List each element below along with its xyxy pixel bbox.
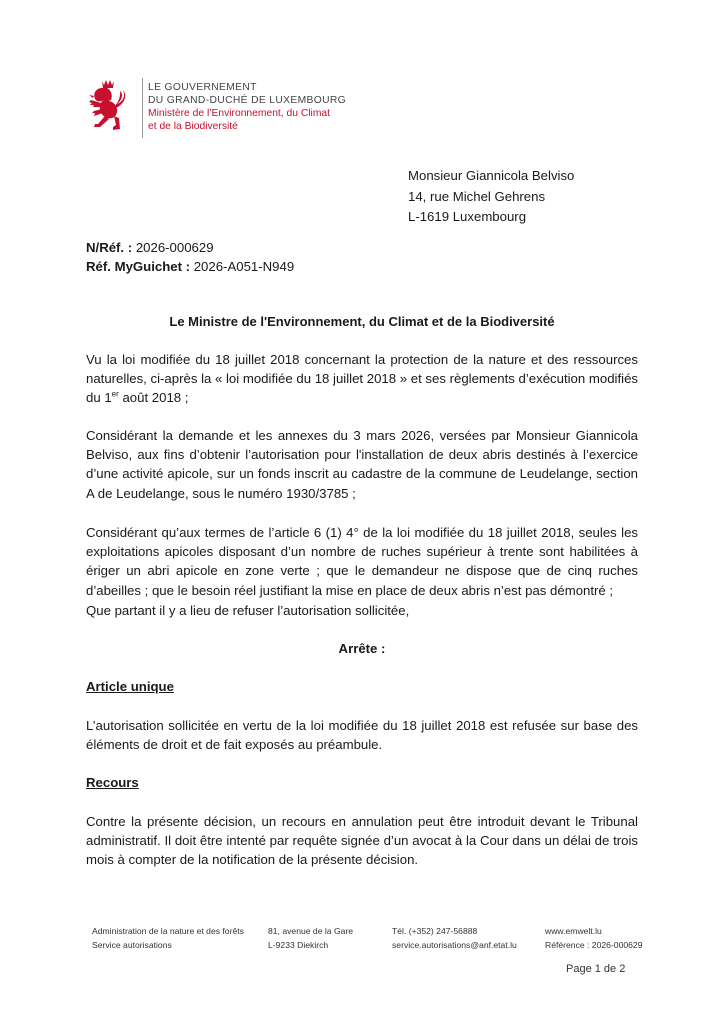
document-title: Le Ministre de l'Environnement, du Climat et de la Biodiversité bbox=[169, 314, 555, 329]
myguichet-reference-label: Réf. MyGuichet : bbox=[86, 259, 191, 274]
paragraph-vu-la-loi bbox=[86, 350, 638, 408]
page-number: Page 1 de 2 bbox=[566, 963, 626, 975]
paragraph-considerant-demande: Considérant la demande et les annexes du 3 mars 2026, versées par Monsieur Giannicola Belviso, aux fins d’obtenir l’autorisation pour l'installation de deux abris destinés à l’exercice d’une activité apicole, sur un fonds inscrit au cadastre de la commune de Leudelange, section A de Leudelange, sous le numéro 1930/3785 ; bbox=[86, 428, 638, 501]
logo-line-gouvernement: LE GOUVERNEMENT bbox=[148, 82, 257, 93]
recipient-name: Monsieur Giannicola Belviso bbox=[408, 168, 575, 183]
footer-web bbox=[545, 925, 642, 952]
footer-website: www.emwelt.lu bbox=[545, 926, 602, 936]
article-unique-heading: Article unique bbox=[86, 679, 174, 694]
footer-administration bbox=[92, 925, 244, 952]
footer-reference: Référence : 2026-000629 bbox=[545, 939, 643, 950]
recipient-address bbox=[408, 166, 574, 228]
footer-email: service.autorisations@anf.etat.lu bbox=[392, 939, 517, 950]
arrete-heading: Arrête : bbox=[338, 641, 386, 656]
footer-street: 81, avenue de la Gare bbox=[268, 926, 354, 936]
paragraph-vu-la-loi-end: août 2018 ; bbox=[118, 390, 189, 406]
recipient-city: L-1619 Luxembourg bbox=[408, 209, 527, 224]
ministry-logo bbox=[86, 78, 356, 138]
ordinal-superscript: er bbox=[111, 390, 119, 400]
logo-line-grand-duche: DU GRAND-DUCHÉ DE LUXEMBOURG bbox=[148, 95, 347, 106]
paragraph-considerant-article: Considérant qu’aux termes de l’article 6 (1) 4° de la loi modifiée du 18 juillet 2018, seules les exploitations apicoles disposant d’un nombre de ruches supérieur à trente sont habilitées à ériger un abri apicole en zone verte ; que le demandeur ne dispose que de cinq ruches d’abeilles ; que le besoin réel justifiant la mise en place de deux abris n’est pas démontré ; bbox=[86, 525, 638, 598]
myguichet-reference-value: 2026-A051-N949 bbox=[190, 259, 295, 274]
our-reference bbox=[86, 238, 294, 257]
footer-contact bbox=[392, 925, 517, 952]
article-unique-text: L’autorisation sollicitée en vertu de la loi modifiée du 18 juillet 2018 est refusée sur base des éléments de droit et de fait exposés au préambule. bbox=[86, 718, 638, 753]
footer-address bbox=[268, 925, 353, 952]
logo-line-ministere: Ministère de l’Environnement, du Climat bbox=[148, 108, 330, 119]
recours-text: Contre la présente décision, un recours en annulation peut être introduit devant le Tribunal administratif. Il doit être intenté par requête signée d’un avocat à la Cour dans un délai de trois mois à compter de la notification de la présente décision. bbox=[86, 814, 638, 868]
logo-line-biodiversite: et de la Biodiversité bbox=[148, 121, 238, 132]
logo-text bbox=[148, 81, 346, 133]
paragraph-vu-la-loi-text: Vu la loi modifiée du 18 juillet 2018 concernant la protection de la nature et des ressources naturelles, ci-après la « loi modifiée du 18 juillet 2018 » et ses règlements d’exécution modifiés du 1 bbox=[86, 352, 638, 406]
recipient-street: 14, rue Michel Gehrens bbox=[408, 188, 546, 204]
our-reference-label: N/Réf. : bbox=[86, 240, 133, 255]
logo-divider bbox=[142, 78, 143, 138]
footer-service-name: Service autorisations bbox=[92, 939, 172, 950]
references bbox=[86, 238, 294, 276]
myguichet-reference bbox=[86, 257, 294, 276]
recours-heading: Recours bbox=[86, 775, 139, 790]
footer-administration-name: Administration de la nature et des forêts bbox=[92, 926, 244, 936]
footer-postcode: L-9233 Diekirch bbox=[268, 939, 329, 950]
our-reference-value: 2026-000629 bbox=[132, 240, 214, 255]
paragraph-que-partant: Que partant il y a lieu de refuser l’autorisation sollicitée, bbox=[86, 603, 410, 618]
footer-phone: Tél. (+352) 247-56888 bbox=[392, 926, 478, 936]
red-lion-icon bbox=[86, 78, 132, 134]
